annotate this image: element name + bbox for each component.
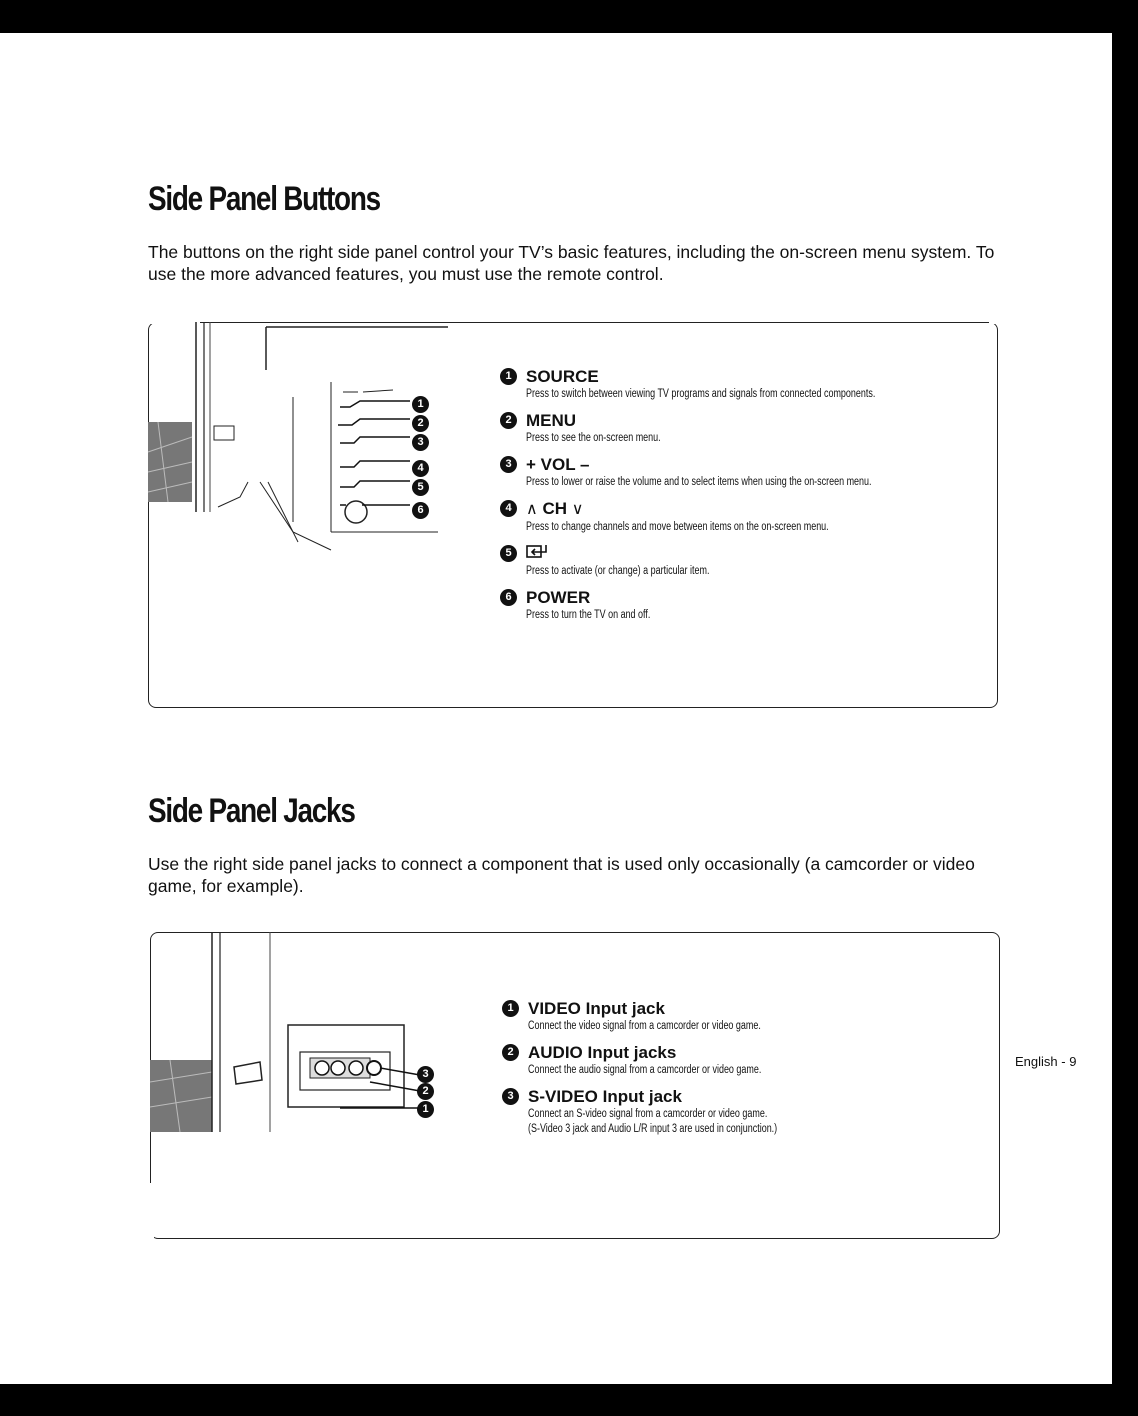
list-item — [502, 1086, 962, 1137]
list-item — [500, 366, 980, 402]
item-number: 6 — [500, 589, 517, 606]
callout-6: 6 — [412, 502, 429, 519]
item-number: 4 — [500, 500, 517, 517]
item-title: MENU — [526, 411, 577, 430]
item-description: Connect an S-video signal from a camcorder or video game. — [528, 1108, 768, 1120]
item-title-channel — [526, 498, 980, 520]
section-title-side-panel-buttons: Side Panel Buttons — [148, 180, 380, 218]
list-item — [502, 1042, 962, 1078]
item-description: Press to turn the TV on and off. — [526, 609, 651, 621]
item-number: 5 — [500, 545, 517, 562]
item-note: (S-Video 3 jack and Audio L/R input 3 are used in conjunction.) — [528, 1123, 778, 1135]
item-description: Press to see the on-screen menu. — [526, 432, 661, 444]
callout-3: 3 — [417, 1066, 434, 1083]
button-descriptions-list — [500, 366, 980, 631]
item-description: Press to lower or raise the volume and to select items when using the on-screen menu. — [526, 476, 872, 488]
item-number: 3 — [500, 456, 517, 473]
callout-1: 1 — [412, 396, 429, 413]
chevron-down-icon: ∨ — [571, 501, 584, 518]
item-title: VIDEO Input jack — [528, 999, 665, 1018]
list-item — [500, 410, 980, 446]
item-number: 3 — [502, 1088, 519, 1105]
item-title-enter — [526, 543, 980, 564]
item-title: POWER — [526, 588, 591, 607]
item-description: Press to activate (or change) a particular item. — [526, 565, 710, 577]
item-description: Press to switch between viewing TV programs and signals from connected components. — [526, 388, 876, 400]
list-item — [500, 498, 980, 535]
section-intro-buttons: The buttons on the right side panel control your TV’s basic features, including the on-screen menu system. To use the more advanced features, you must use the remote control. — [148, 242, 995, 284]
chevron-up-icon: ∧ — [526, 501, 538, 518]
item-number: 2 — [500, 412, 517, 429]
callout-5: 5 — [412, 479, 429, 496]
list-item — [500, 543, 980, 579]
item-number: 1 — [500, 368, 517, 385]
channel-label: CH — [542, 499, 568, 518]
item-title: + VOL – — [526, 455, 590, 474]
enter-icon — [526, 543, 548, 559]
item-number: 2 — [502, 1044, 519, 1061]
item-description: Connect the audio signal from a camcorder or video game. — [528, 1064, 762, 1076]
item-title: AUDIO Input jacks — [528, 1043, 677, 1062]
list-item — [500, 454, 980, 490]
callout-2: 2 — [412, 415, 429, 432]
list-item — [502, 998, 962, 1034]
item-title: SOURCE — [526, 367, 599, 386]
item-description: Press to change channels and move between items on the on-screen menu. — [526, 521, 829, 533]
callout-2: 2 — [417, 1083, 434, 1100]
item-number: 1 — [502, 1000, 519, 1017]
top-border-bar — [0, 0, 1138, 33]
callout-1: 1 — [417, 1101, 434, 1118]
section-intro-jacks: Use the right side panel jacks to connect a component that is used only occasionally (a camcorder or video game, for example). — [148, 854, 975, 896]
right-border-bar — [1112, 0, 1138, 1416]
item-description: Connect the video signal from a camcorder or video game. — [528, 1020, 761, 1032]
list-item — [500, 587, 980, 623]
callout-4: 4 — [412, 460, 429, 477]
callout-3: 3 — [412, 434, 429, 451]
jack-descriptions-list — [502, 998, 962, 1145]
bottom-border-bar — [0, 1384, 1138, 1416]
page-number: English - 9 — [1015, 1054, 1077, 1069]
section-title-side-panel-jacks: Side Panel Jacks — [148, 792, 355, 830]
item-title: S-VIDEO Input jack — [528, 1087, 682, 1106]
